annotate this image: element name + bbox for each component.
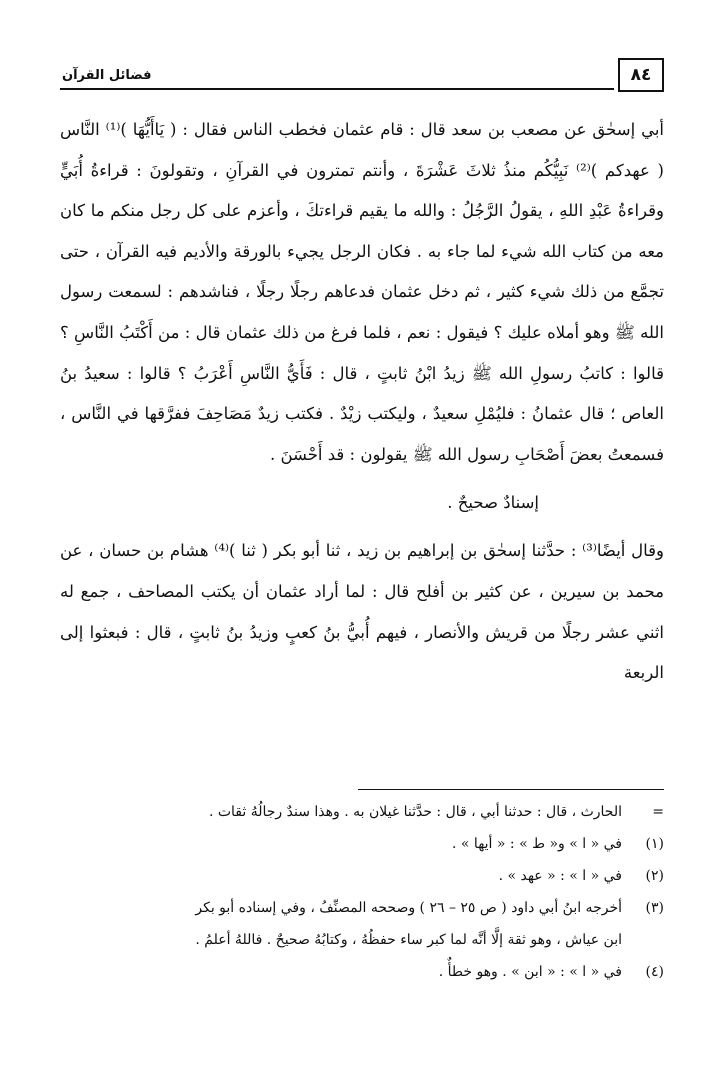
footnote-marker: = — [652, 804, 664, 820]
footnote-text: في « ا » : « عهد » . — [498, 868, 622, 884]
footnote-text: في « ا » و« ط » : « أيها » . — [452, 836, 622, 852]
main-text — [60, 110, 664, 694]
footnote-marker: (٢) — [645, 868, 664, 884]
footnote-text: أخرجه ابنُ أبي داود ( ص ٢٥ – ٢٦ ) وصححه المصنِّفُ ، وفي إسناده أبو بكر — [195, 900, 622, 916]
isnad-verdict: إسنادٌ صحيحٌ . — [447, 493, 539, 513]
page-header — [60, 58, 664, 94]
footnotes — [60, 796, 664, 988]
footnote-3 — [60, 892, 664, 924]
page-number: ٨٤ — [618, 58, 664, 92]
footnote-marker: (٤) — [645, 964, 664, 980]
footnote-marker: (٣) — [645, 900, 664, 916]
running-title: فضائل القرآن — [62, 68, 152, 83]
footnote-text: الحارث ، قال : حدثنا أبي ، قال : حدَّثنا غيلان به . وهذا سندٌ رجالُهُ ثقات . — [208, 804, 622, 820]
footnote-4 — [60, 956, 664, 988]
footnote-marker: (١) — [645, 836, 664, 852]
header-rule — [60, 88, 614, 90]
footnote-separator — [358, 789, 664, 790]
footnote-2 — [60, 860, 664, 892]
footnote-text: في « ا » : « ابن » . وهو خطأٌ . — [438, 964, 622, 980]
footnote-3-continuation: ابن عياش ، وهو ثقة إلَّا أنَّه لما كبر ساء حفظُهُ ، وكتابُهُ صحيحٌ . فاللهُ أعلمُ . — [195, 932, 622, 948]
footnote-1 — [60, 828, 664, 860]
paragraph-hadith: أبي إسحٰق عن مصعب بن سعد قال : قام عثمان فخطب الناس فقال : ( يَاأَيُّهَا )⁽¹⁾ النَّاس ( عهدكم )⁽²⁾ نَبِيُّكُم منذُ ثلاثَ عَشْرَةَ ، وأنتم تمترون في القرآنِ ، وتقولونَ : قراءةُ أُبَيٍّ وقراءةُ عَبْدِ اللهِ ، يقولُ الرَّجُلُ : والله ما يقيم قراءتكَ ، وأعزم على كل رجل منكم ما كان معه من كتاب الله شيء لما جاء به . فكان الرجل يجيء بالورقة والأديم فيه القرآن ، حتى تجمَّع من ذلك شيء كثير ، ثم دخل عثمان فدعاهم رجلًا رجلًا ، فناشدهم : لسمعت رسول الله ﷺ وهو أملاه عليك ؟ فيقول : نعم ، فلما فرغ من ذلك عثمان قال : من أَكْتَبُ النَّاسِ ؟ قالوا : كاتبُ رسولِ الله ﷺ زيدُ ابْنُ ثابتٍ ، قال : فَأَيُّ النَّاسِ أَعْرَبُ ؟ قالوا : سعيدُ بنُ العاص ؛ قال عثمانُ : فليُمْلِ سعيدٌ ، وليكتب زيْدٌ . فكتب زيدٌ مَصَاحِفَ ففرَّقها في النَّاس ، فسمعتُ بعضَ أَصْحَابِ رسول الله ﷺ يقولون : قد أَحْسَنَ . — [60, 120, 665, 464]
footnote-continued — [60, 796, 664, 828]
paragraph-chain: وقال أيضًا⁽³⁾ : حدَّثنا إسحٰق بن إبراهيم بن زيد ، ثنا أبو بكر ( ثنا )⁽⁴⁾ هشام بن حسان ، عن محمد بن سيرين ، عن كثير بن أفلح قال : لما أراد عثمان أن يكتب المصاحف ، جمع له اثني عشر رجلًا من قريش والأنصار ، فيهم أُبيُّ بنُ كعبٍ وزيدُ بنُ ثابتٍ ، قال : فبعثوا إلى الربعة — [60, 541, 665, 683]
